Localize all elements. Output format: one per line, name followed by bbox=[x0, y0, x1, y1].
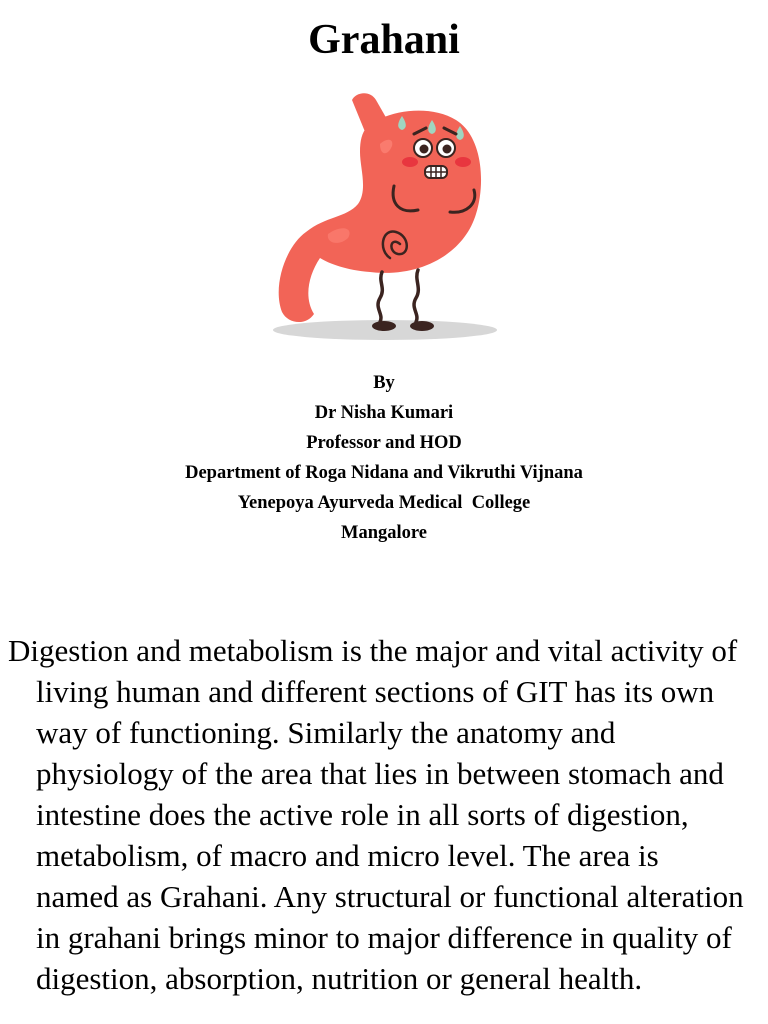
left-leg bbox=[378, 272, 382, 322]
left-foot bbox=[372, 321, 396, 331]
author-position: Professor and HOD bbox=[306, 433, 462, 453]
college-name: Yenepoya Ayurveda Medical College bbox=[237, 493, 531, 513]
by-line: By bbox=[373, 373, 395, 393]
page-title: Grahani bbox=[308, 17, 460, 63]
left-cheek bbox=[402, 157, 418, 167]
author-credits bbox=[0, 368, 768, 548]
author-name: Dr Nisha Kumari bbox=[314, 403, 454, 423]
city-name: Mangalore bbox=[341, 523, 427, 543]
department-name: Department of Roga Nidana and Vikruthi Vijnana bbox=[185, 463, 583, 483]
stomach-illustration bbox=[260, 86, 510, 346]
worried-stomach-cartoon-icon bbox=[260, 86, 510, 346]
right-foot bbox=[410, 321, 434, 331]
intro-paragraph: Digestion and metabolism is the major and vital activity of living human and different sections of GIT has its own way of functioning. Similarly the anatomy and physiology of the area that lies in between stomach and intestine does the active role in all sorts of digestion, metabolism, of macro and micro level. The area is named as Grahani. Any structural or functional alteration in grahani brings minor to major difference in quality of digestion, absorption, nutrition or general health. bbox=[8, 633, 744, 996]
right-cheek bbox=[455, 157, 471, 167]
right-leg bbox=[414, 270, 418, 322]
